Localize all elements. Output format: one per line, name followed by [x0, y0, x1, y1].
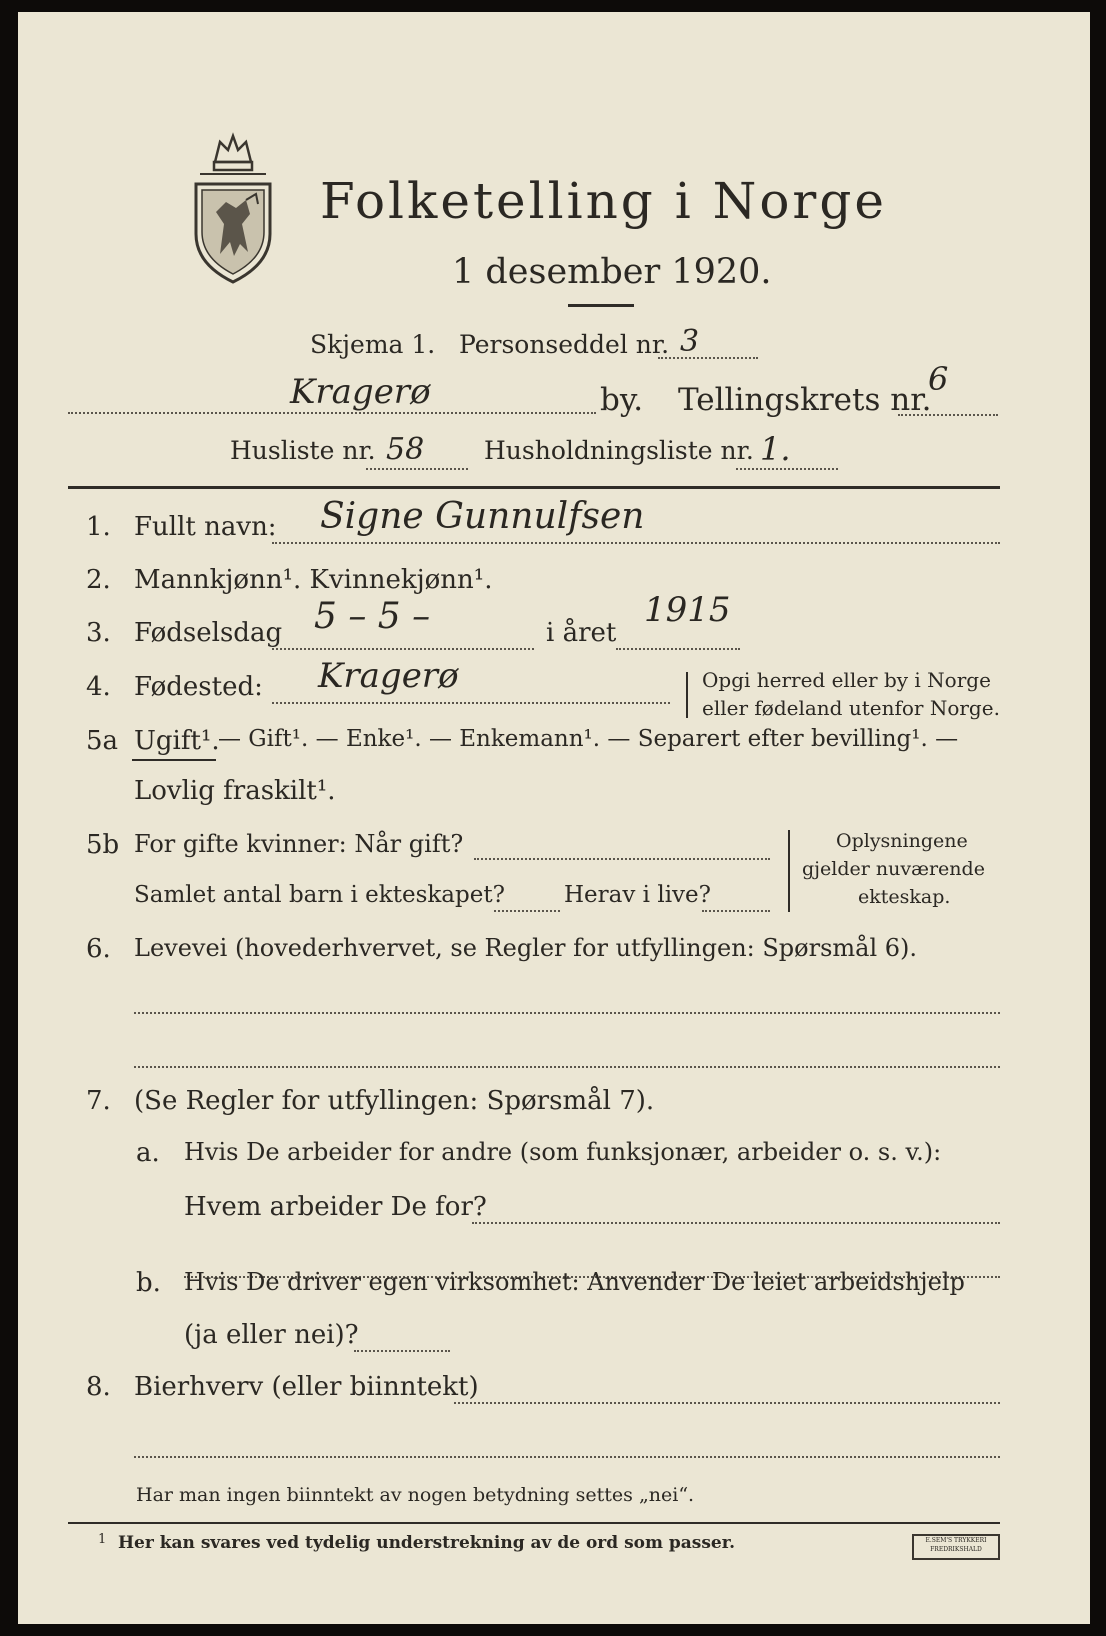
q3-date-field	[272, 648, 534, 650]
biinntekt-note: Har man ingen biinntekt av nogen betydning settes „nei“.	[136, 1484, 695, 1506]
q5a-ugift: Ugift¹.	[134, 726, 220, 756]
q5b-barn-field	[494, 910, 560, 912]
coat-of-arms-icon	[190, 124, 276, 284]
q1-number: 1.	[86, 512, 111, 542]
title-underline	[568, 304, 634, 307]
census-form	[18, 12, 1090, 1624]
q5b-number: 5b	[86, 830, 120, 860]
q5b-ilive-field	[702, 910, 770, 912]
tellingskrets-field	[898, 414, 998, 416]
printer-city: FREDRIKSHALD	[930, 1546, 982, 1553]
q6-field-2	[134, 1066, 1000, 1068]
form-title: Folketelling i Norge	[320, 172, 887, 230]
q4-number: 4.	[86, 672, 111, 702]
q5a-options: — Gift¹. — Enke¹. — Enkemann¹. — Separert efter bevilling¹. —	[218, 726, 959, 752]
q3-aaret-label: i året	[546, 618, 617, 648]
q4-label: Fødested:	[134, 672, 263, 702]
q7-label: (Se Regler for utfyllingen: Spørsmål 7).	[134, 1086, 655, 1116]
q7a-line-1: Hvis De arbeider for andre (som funksjonær, arbeider o. s. v.):	[184, 1138, 942, 1166]
q4-brace	[686, 672, 688, 718]
q3-date-value: 5 – 5 –	[314, 596, 431, 637]
q5b-label-1: For gifte kvinner: Når gift?	[134, 830, 464, 858]
q2-number: 2.	[86, 565, 111, 595]
q2-label: Mannkjønn¹. Kvinnekjønn¹.	[134, 565, 493, 595]
header-divider	[68, 486, 1000, 489]
personseddel-field	[658, 357, 758, 359]
skjema-label: Skjema 1.	[310, 330, 436, 359]
q1-label: Fullt navn:	[134, 512, 277, 542]
husliste-value: 58	[386, 432, 425, 467]
place-value: Kragerø	[290, 372, 431, 412]
place-field	[68, 412, 596, 414]
q6-field-1	[134, 1012, 1000, 1014]
q5b-brace	[788, 830, 790, 912]
tellingskrets-value: 6	[928, 360, 949, 398]
q4-value: Kragerø	[318, 656, 459, 696]
q5b-label-3: Herav i live?	[564, 882, 711, 908]
q3-year-value: 1915	[644, 590, 731, 630]
q3-number: 3.	[86, 618, 111, 648]
q1-field	[272, 542, 1000, 544]
husliste-field	[366, 468, 468, 470]
q7b-line-2: (ja eller nei)?	[184, 1320, 359, 1350]
personseddel-value: 3	[680, 324, 700, 359]
husliste-label: Husliste nr.	[230, 436, 376, 465]
q5b-label-2: Samlet antal barn i ekteskapet?	[134, 882, 505, 908]
personseddel-label: Personseddel nr.	[459, 330, 670, 359]
footnote-text: Her kan svares ved tydelig understrekning av de ord som passer.	[118, 1533, 736, 1553]
q7a-line-2: Hvem arbeider De for?	[184, 1192, 487, 1222]
footnote-divider	[68, 1522, 1000, 1524]
husholdning-label: Husholdningsliste nr.	[484, 436, 754, 465]
q7b-letter: b.	[136, 1268, 161, 1298]
printer-name: E.SEM'S TRYKKERI	[925, 1537, 987, 1544]
q5b-note-1: Oplysningene	[836, 830, 968, 852]
husholdning-value: 1.	[760, 430, 791, 468]
q1-value: Signe Gunnulfsen	[320, 496, 645, 537]
q5a-ugift-underline	[132, 759, 216, 761]
q4-note-1: Opgi herred eller by i Norge	[702, 668, 991, 692]
footnote-mark: 1	[98, 1532, 107, 1547]
q4-field	[272, 702, 670, 704]
q4-note-2: eller fødeland utenfor Norge.	[702, 696, 1000, 720]
q7a-letter: a.	[136, 1138, 160, 1168]
q5a-number: 5a	[86, 726, 119, 756]
printer-stamp	[912, 1534, 1000, 1560]
by-label: by.	[600, 382, 644, 418]
q7b-field	[354, 1350, 450, 1352]
census-date: 1 desember 1920.	[452, 252, 772, 292]
q5a-line2: Lovlig fraskilt¹.	[134, 776, 336, 806]
q6-number: 6.	[86, 934, 111, 964]
q7b-line-1: Hvis De driver egen virksomhet: Anvender De leiet arbeidshjelp	[184, 1268, 965, 1296]
q8-number: 8.	[86, 1372, 111, 1402]
tellingskrets-label: Tellingskrets nr.	[678, 382, 932, 418]
q8-label: Bierhverv (eller biinntekt)	[134, 1372, 479, 1402]
q7-number: 7.	[86, 1086, 111, 1116]
q8-field-2	[134, 1456, 1000, 1458]
q5b-gift-field	[474, 858, 770, 860]
q6-label: Levevei (hovederhvervet, se Regler for utfyllingen: Spørsmål 6).	[134, 934, 918, 962]
q5b-note-2: gjelder nuværende	[802, 858, 985, 880]
q8-field-1	[454, 1402, 1000, 1404]
q7a-field-1	[472, 1222, 1000, 1224]
q3-year-field	[616, 648, 740, 650]
q3-label: Fødselsdag	[134, 618, 283, 648]
q5b-note-3: ekteskap.	[858, 886, 951, 908]
husholdning-field	[736, 468, 838, 470]
